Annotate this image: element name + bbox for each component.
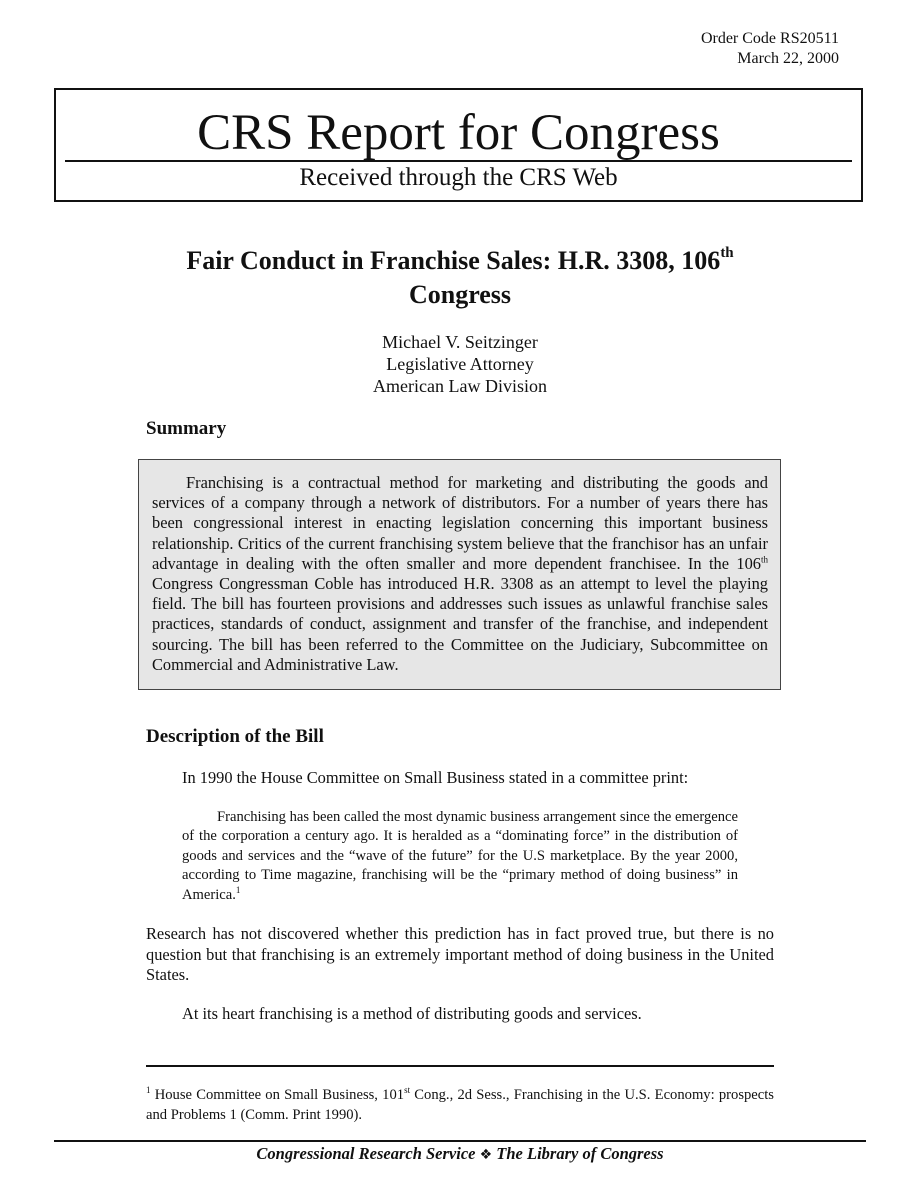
footnote-reference: 1 [235,884,241,895]
block-quote [182,808,738,905]
footer-library: The Library of Congress [496,1144,664,1163]
report-banner-title: CRS Report for Congress [197,105,720,161]
intro-text: In 1990 the House Committee on Small Business stated in a committee print: [182,768,689,787]
author-block [140,331,780,397]
summary-box [138,459,781,690]
summary-heading: Summary [146,418,227,439]
summary-superscript: th [760,554,768,565]
description-heading: Description of the Bill [146,726,324,747]
footnote-superscript: st [404,1085,411,1096]
footnote-divider [146,1065,774,1067]
author-name: Michael V. Seitzinger [382,332,538,352]
footnote [146,1086,774,1125]
document-title [140,244,780,312]
summary-text-continued: Congress Congressman Coble has introduced H.R. 3308 as an attempt to level the playing field. The bill has fourteen provisions and addresses such issues as unlawful franchise sales practices, standards of conduct, assignment and transfer of the franchise, and independent sourcing. The bill has been referred to the Committee on the Judiciary, Subcommittee on Commercial and Administrative Law. [152,574,768,674]
report-date: March 22, 2000 [737,50,839,67]
body-paragraph: Research has not discovered whether this prediction has in fact proved true, but there is no question but that franchising is an extremely important method of doing business in the United States. [146,924,774,985]
order-info [701,29,839,69]
author-position: Legislative Attorney [386,354,534,374]
intro-paragraph [146,768,774,789]
four-diamond-ornament-icon: ❖ [479,1147,493,1163]
title-continuation: Congress [408,280,512,309]
report-banner [54,88,863,202]
footnote-marker: 1 [146,1085,151,1096]
quote-text: Franchising has been called the most dynamic business arrangement since the emergence of the corporation a century ago. It is heralded as a “dominating force” in the distribution of goods and services and the “wave of the future” for the U.S marketplace. By the year 2000, according to Time magazine, franchising will be the “primary method of doing business” in America. [182,809,738,903]
order-code: Order Code RS20511 [700,30,839,47]
banner-divider [65,160,852,162]
closing-text: At its heart franchising is a method of distributing goods and services. [182,1004,642,1023]
footnote-text-continued: Cong., 2d Sess., Franchising in the U.S. Economy: prospects and Problems 1 (Comm. Print 1990). [146,1087,774,1123]
footer-divider [54,1140,866,1142]
closing-paragraph [146,1004,774,1025]
page-footer [54,1143,866,1166]
footnote-text: House Committee on Small Business, 101 [150,1087,405,1103]
title-main: Fair Conduct in Franchise Sales: H.R. 3308, 106 [186,246,721,275]
report-banner-subtitle: Received through the CRS Web [299,164,618,191]
title-superscript: th [720,245,734,262]
footer-organization: Congressional Research Service [256,1144,476,1163]
summary-text: Franchising is a contractual method for marketing and distributing the goods and services of a company through a network of distributors. For a number of years there has been congressional interest in enacting legislation concerning this important business relationship. Critics of the current franchising system believe that the franchisor has an unfair advantage in dealing with the often smaller and more dependent franchisee. In the 106 [152,473,768,573]
author-division: American Law Division [373,376,547,396]
